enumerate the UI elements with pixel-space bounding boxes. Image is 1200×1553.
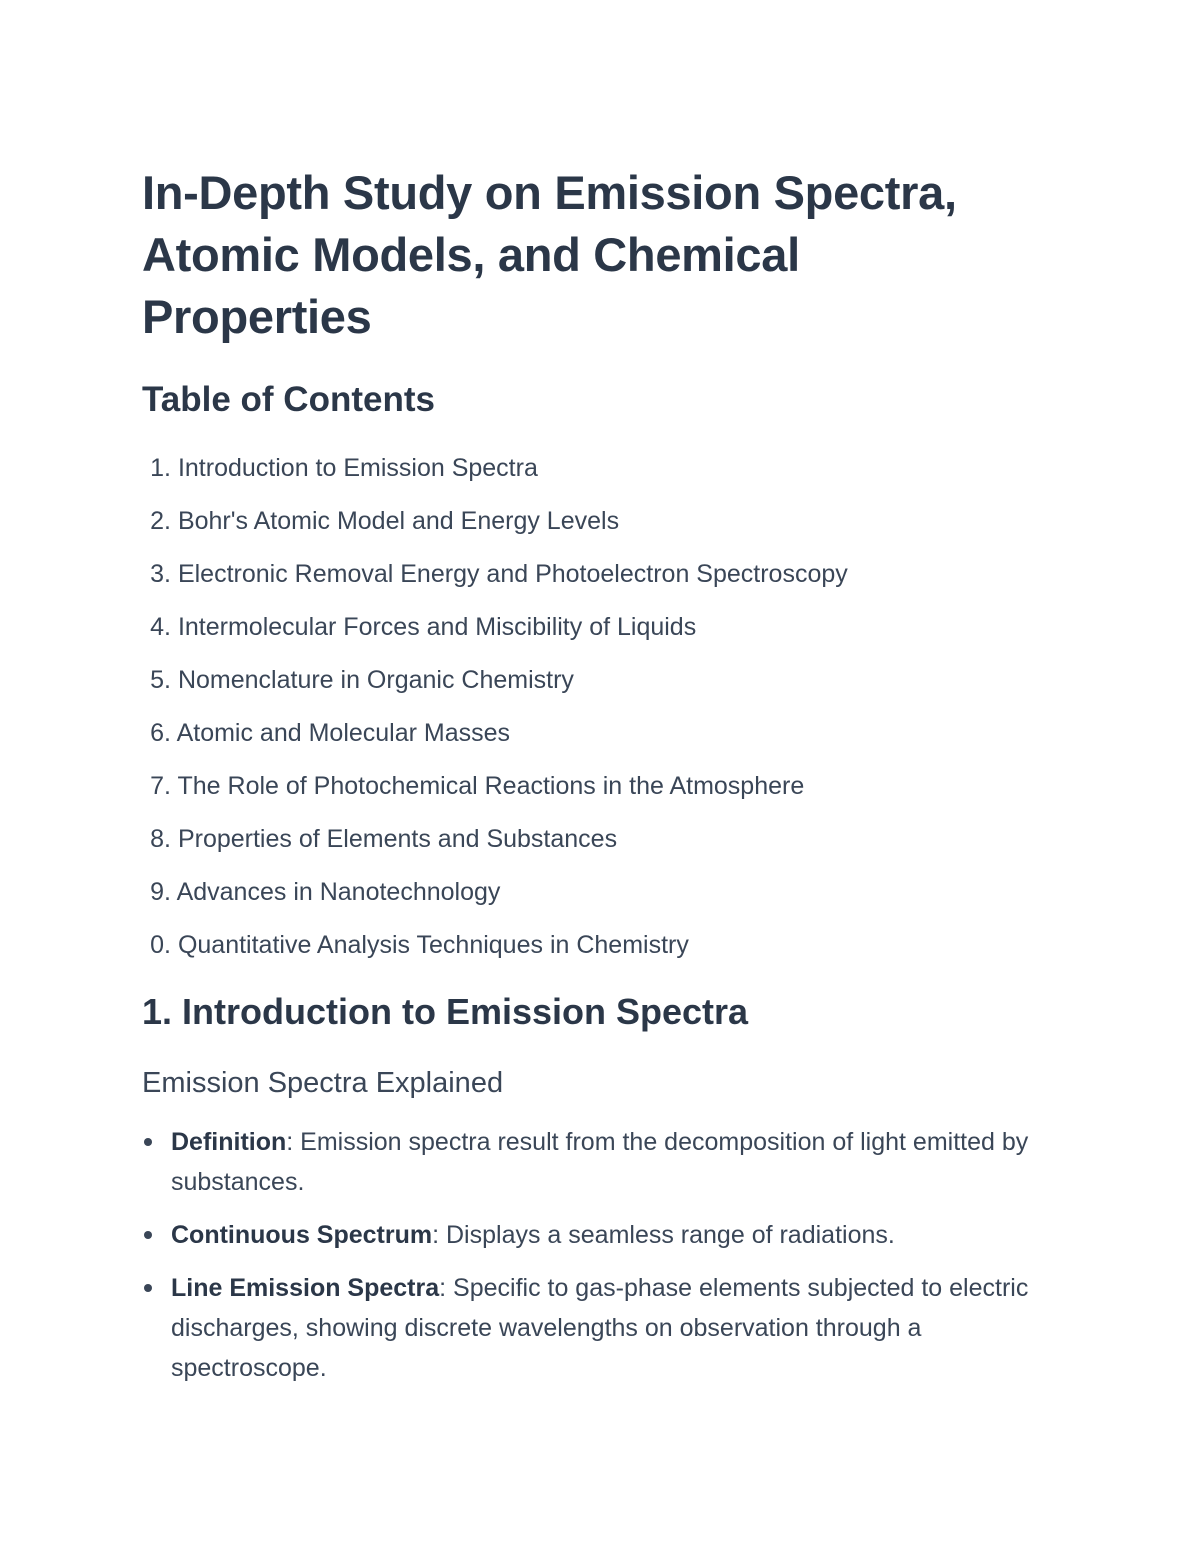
bullet-text: : Emission spectra result from the decomposition of light emitted by substances. xyxy=(171,1128,1029,1196)
toc-item-label: Atomic and Molecular Masses xyxy=(176,719,511,747)
bullet-dot-icon xyxy=(144,1231,152,1239)
toc-item-number: 8. xyxy=(150,825,171,853)
toc-item xyxy=(142,767,848,820)
document-title: In-Depth Study on Emission Spectra, Atomic Models, and Chemical Properties xyxy=(142,166,957,343)
toc-heading: Table of Contents xyxy=(142,380,435,419)
toc-item-number: 3. xyxy=(150,560,171,588)
toc-item xyxy=(142,873,848,926)
bullet-item xyxy=(142,1215,1042,1255)
bullet-term: Line Emission Spectra xyxy=(171,1274,440,1302)
bullet-dot-icon xyxy=(144,1284,152,1292)
toc-item-number: 0. xyxy=(150,931,171,959)
toc-item-number: 5. xyxy=(150,666,171,694)
toc-item-label: Advances in Nanotechnology xyxy=(176,878,501,906)
toc-item-label: Introduction to Emission Spectra xyxy=(177,454,538,482)
bullet-text: : Specific to gas-phase elements subjected to electric discharges, showing discrete wavelengths on observation through a spectroscope. xyxy=(171,1274,1029,1382)
toc-item-label: Properties of Elements and Substances xyxy=(177,825,618,853)
toc-item-number: 7. xyxy=(150,772,171,800)
toc-item-label: Bohr's Atomic Model and Energy Levels xyxy=(177,507,620,535)
bullet-item xyxy=(142,1122,1042,1202)
toc-item xyxy=(142,926,848,979)
toc-item-number: 4. xyxy=(150,613,171,641)
toc-item-number: 2. xyxy=(150,507,171,535)
toc-item-label: Electronic Removal Energy and Photoelectron Spectroscopy xyxy=(177,560,848,588)
toc-item-label: The Role of Photochemical Reactions in the Atmosphere xyxy=(177,772,805,800)
toc-item xyxy=(142,714,848,767)
bullet-item xyxy=(142,1268,1042,1388)
toc-item xyxy=(142,820,848,873)
toc-item-label: Nomenclature in Organic Chemistry xyxy=(177,666,574,694)
table-of-contents xyxy=(142,449,848,979)
toc-item xyxy=(142,608,848,661)
section-subheading: Emission Spectra Explained xyxy=(142,1067,504,1099)
section-heading: 1. Introduction to Emission Spectra xyxy=(142,991,749,1032)
toc-item-number: 6. xyxy=(150,719,171,747)
bullet-term: Continuous Spectrum xyxy=(171,1221,433,1249)
toc-item xyxy=(142,555,848,608)
toc-item-label: Intermolecular Forces and Miscibility of Liquids xyxy=(177,613,697,641)
toc-item-label: Quantitative Analysis Techniques in Chemistry xyxy=(177,931,689,959)
toc-item-number: 1. xyxy=(150,454,171,482)
bullet-text: : Displays a seamless range of radiations. xyxy=(432,1221,895,1249)
bullet-list xyxy=(142,1122,1042,1401)
toc-item xyxy=(142,502,848,555)
bullet-dot-icon xyxy=(144,1138,152,1146)
bullet-term: Definition xyxy=(171,1128,287,1156)
toc-item xyxy=(142,449,848,502)
toc-item xyxy=(142,661,848,714)
toc-item-number: 9. xyxy=(150,878,171,906)
